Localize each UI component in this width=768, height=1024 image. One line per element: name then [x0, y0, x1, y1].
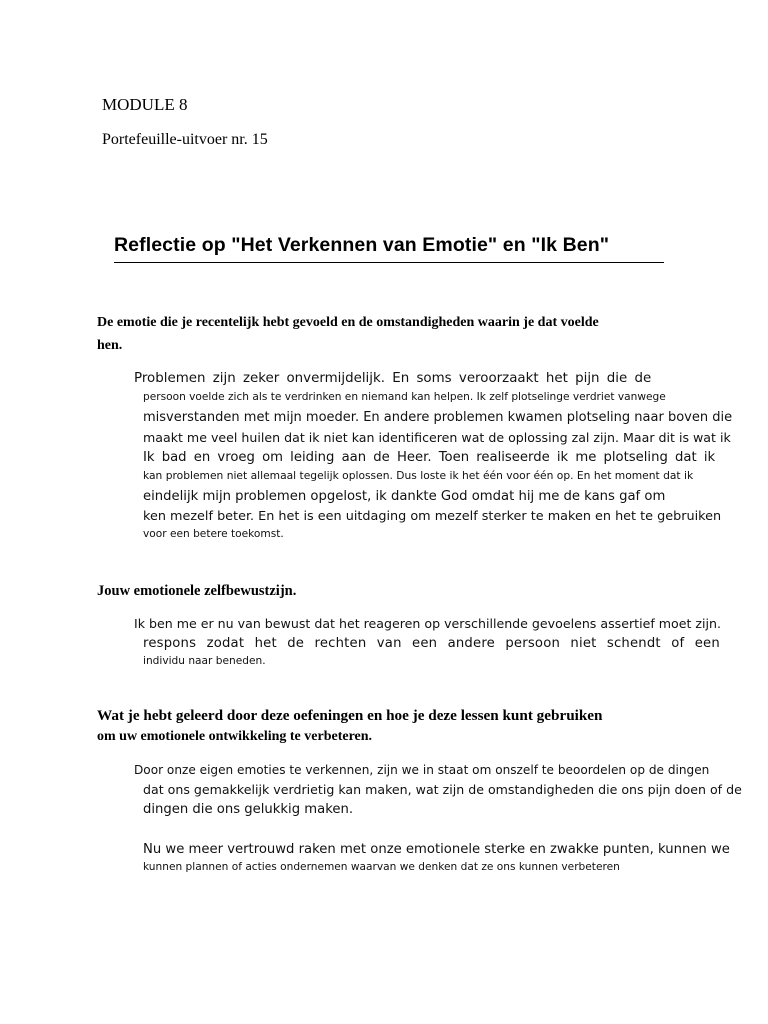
- section1-heading: De emotie die je recentelijk hebt gevoeld en de omstandigheden waarin je dat voelde: [97, 315, 599, 330]
- portfolio-label: Portefeuille-uitvoer nr. 15: [102, 131, 268, 148]
- document-title: Reflectie op "Het Verkennen van Emotie" en "Ik Ben": [114, 234, 610, 256]
- section1-line-7: eindelijk mijn problemen opgelost, ik dankte God omdat hij me de kans gaf om: [143, 489, 666, 504]
- section2-line-2: respons zodat het de rechten van een andere persoon niet schendt of een: [143, 636, 720, 651]
- section3-line-2: dat ons gemakkelijk verdrietig kan maken, wat zijn de omstandigheden die ons pijn doen of de: [143, 782, 742, 797]
- section1-line-6: kan problemen niet allemaal tegelijk oplossen. Dus loste ik het één voor één op. En het moment dat ik: [143, 469, 694, 482]
- section1-heading-cont: hen.: [97, 338, 123, 353]
- section3-line-1: Door onze eigen emoties te verkennen, zijn we in staat om onszelf te beoordelen op de dingen: [134, 763, 710, 777]
- section1-line-4: maakt me veel huilen dat ik niet kan identificeren wat de oplossing zal zijn. Maar dit is wat ik: [143, 430, 731, 445]
- title-underline: [114, 262, 664, 263]
- section1-line-2: persoon voelde zich als te verdrinken en niemand kan helpen. Ik zelf plotselinge verdriet vanwege: [143, 391, 666, 403]
- section1-line-1: Problemen zijn zeker onvermijdelijk. En soms veroorzaakt het pijn die de: [134, 371, 652, 386]
- section2-line-1: Ik ben me er nu van bewust dat het reageren op verschillende gevoelens assertief moet zijn.: [134, 616, 722, 631]
- section1-line-3: misverstanden met mijn moeder. En andere problemen kwamen plotseling naar boven die: [143, 410, 733, 425]
- section2-line-3: individu naar beneden.: [143, 655, 266, 667]
- section3-paragraph2-line-2: kunnen plannen of acties ondernemen waarvan we denken dat ze ons kunnen verbeteren: [143, 861, 620, 873]
- section3-heading: Wat je hebt geleerd door deze oefeningen en hoe je deze lessen kunt gebruiken: [97, 707, 603, 724]
- section3-heading-cont: om uw emotionele ontwikkeling te verbeteren.: [97, 729, 373, 744]
- section1-line-5: Ik bad en vroeg om leiding aan de Heer. Toen realiseerde ik me plotseling dat ik: [143, 450, 716, 465]
- section1-line-9: voor een betere toekomst.: [143, 528, 284, 540]
- section2-heading: Jouw emotionele zelfbewustzijn.: [97, 583, 297, 599]
- section3-line-3: dingen die ons gelukkig maken.: [143, 802, 354, 817]
- module-label: MODULE 8: [102, 95, 188, 114]
- section1-line-8: ken mezelf beter. En het is een uitdaging om mezelf sterker te maken en het te gebruiken: [143, 509, 722, 524]
- section3-paragraph2-line-1: Nu we meer vertrouwd raken met onze emotionele sterke en zwakke punten, kunnen we: [143, 842, 730, 857]
